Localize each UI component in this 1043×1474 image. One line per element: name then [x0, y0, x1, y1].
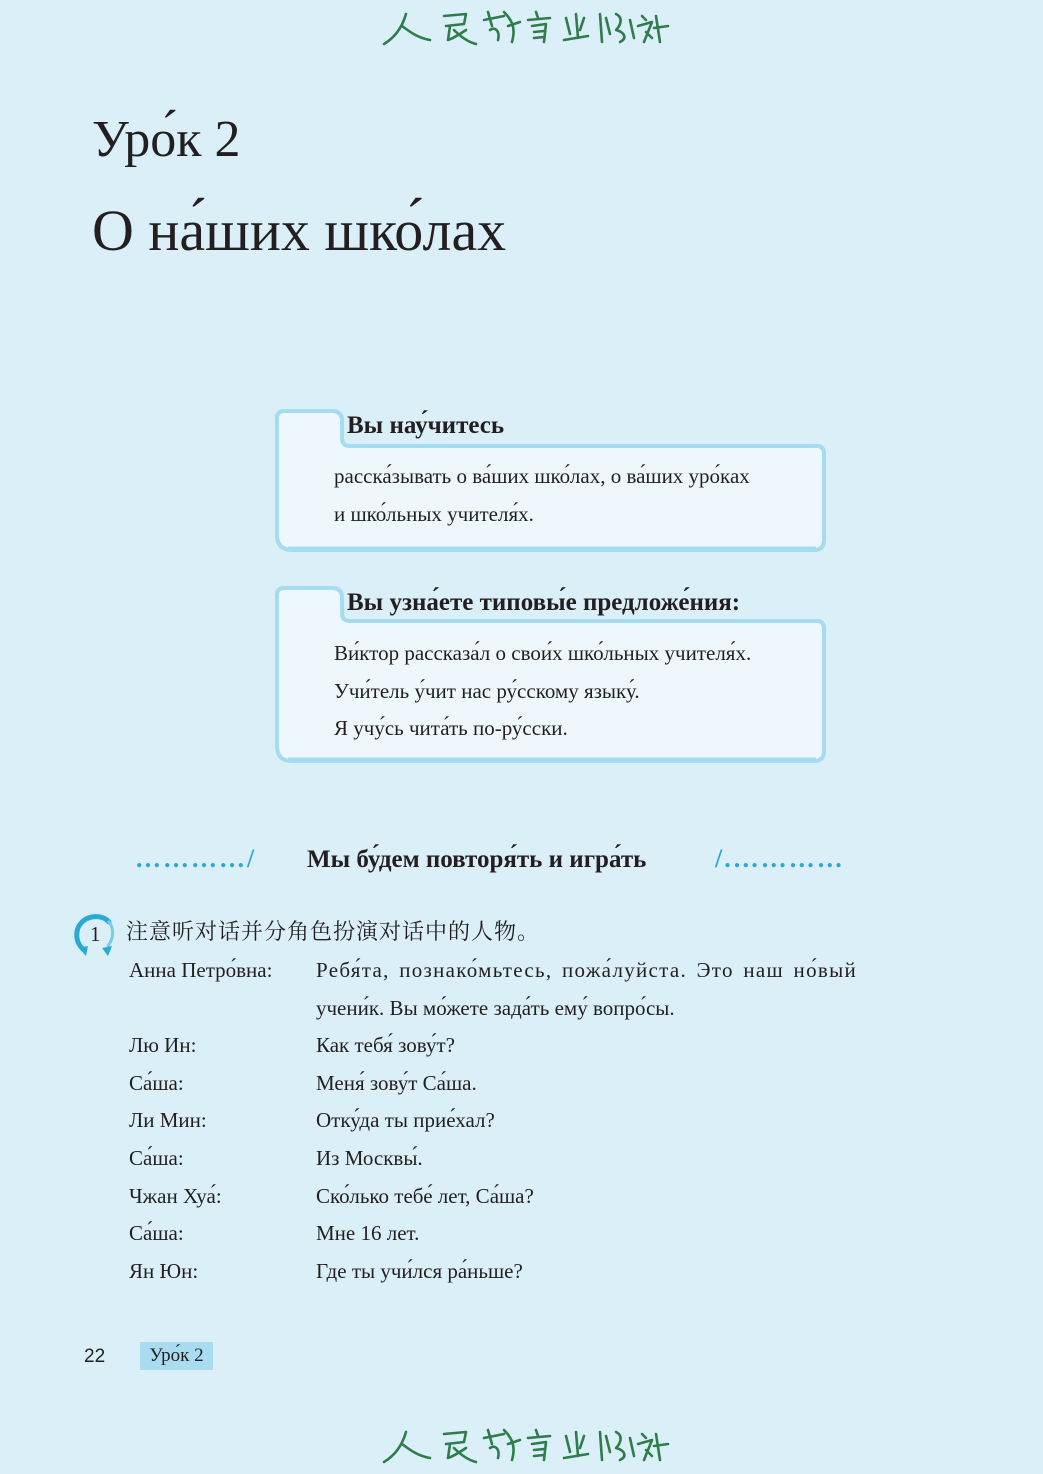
dialogue-line: Из Москвы́. [316, 1145, 423, 1170]
section-dots-left: …………/ [135, 844, 257, 873]
dialogue-text [316, 1065, 919, 1103]
dialogue-row [129, 1178, 919, 1216]
dialogue-text [316, 1215, 919, 1253]
dialogue-row [129, 952, 919, 1027]
learning-goals-text [334, 458, 750, 533]
dialogue-row [129, 1102, 919, 1140]
model-sentence: Учи́тель у́чит нас ру́сскому языку́. [334, 678, 640, 703]
lesson-number: Уро́к 2 [92, 111, 241, 168]
dialogue-line: Меня́ зову́т Са́ша. [316, 1070, 477, 1095]
dialogue-speaker: Ли Мин: [129, 1108, 207, 1133]
publisher-logo-top [380, 4, 670, 48]
section-header [135, 838, 865, 882]
dialogue-line: учени́к. Вы мо́жете зада́ть ему́ вопро́сы. [316, 995, 675, 1020]
model-sentences-list [334, 635, 751, 748]
dialogue-speaker: Анна Петро́вна: [129, 958, 273, 982]
dialogue-speaker: Чжан Хуа́: [129, 1183, 222, 1208]
section-dots-right: /.………… [715, 844, 845, 873]
dialogue-text [316, 952, 919, 1027]
dialogue-speaker: Са́ша: [129, 1145, 184, 1170]
model-sentence: Ви́ктор рассказа́л о свои́х шко́льных учителя́х. [334, 641, 752, 665]
dialogue-line: Где ты учи́лся ра́ньше? [316, 1258, 523, 1283]
dialogue-line: Мне 16 лет. [316, 1221, 420, 1246]
dialogue-text [316, 1102, 919, 1140]
learning-goals-heading: Вы нау́читесь [347, 412, 505, 439]
exercise-number: 1 [90, 922, 101, 946]
dialogue-speaker: Лю Ин: [129, 1033, 197, 1058]
dialogue-speaker: Ян Юн: [129, 1258, 199, 1283]
exercise-instruction: 注意听对话并分角色扮演对话中的人物。 [126, 920, 541, 945]
model-sentence: Я учу́сь чита́ть по-ру́сски. [334, 716, 568, 740]
dialogue-line: Ско́лько тебе́ лет, Са́ша? [316, 1183, 534, 1208]
page-number: 22 [84, 1346, 106, 1367]
dialogue-line: Отку́да ты прие́хал? [316, 1108, 495, 1133]
learning-goals-box [274, 408, 827, 554]
learning-goals-line: расска́зывать о ва́ших шко́лах, о ва́ших уро́ках [334, 464, 750, 488]
dialogue [129, 952, 919, 1290]
dialogue-line: Как тебя́ зову́т? [316, 1033, 455, 1058]
dialogue-row [129, 1140, 919, 1178]
dialogue-speaker: Са́ша: [129, 1221, 184, 1246]
dialogue-text [316, 1253, 919, 1291]
dialogue-text [316, 1178, 919, 1216]
publisher-logo-bottom [380, 1422, 670, 1466]
dialogue-speaker: Са́ша: [129, 1070, 184, 1095]
dialogue-row [129, 1215, 919, 1253]
dialogue-row [129, 1027, 919, 1065]
dialogue-line: Ребя́та, познако́мьтесь, пожа́луйста. Это наш но́вый [316, 958, 858, 982]
model-sentences-heading: Вы узна́ете типовы́е предложе́ния: [347, 589, 741, 616]
dialogue-row [129, 1065, 919, 1103]
publisher-calligraphy-logo [380, 1422, 670, 1466]
learning-goals-line: и шко́льных учителя́х. [334, 501, 534, 526]
running-head: Уро́к 2 [140, 1342, 213, 1370]
dialogue-row [129, 1253, 919, 1291]
lesson-title: О на́ших шко́лах [92, 198, 507, 263]
publisher-calligraphy-logo [380, 4, 670, 48]
section-title: Мы бу́дем повторя́ть и игра́ть [307, 846, 647, 873]
model-sentences-box [274, 585, 827, 765]
dialogue-text [316, 1027, 919, 1065]
dialogue-text [316, 1140, 919, 1178]
